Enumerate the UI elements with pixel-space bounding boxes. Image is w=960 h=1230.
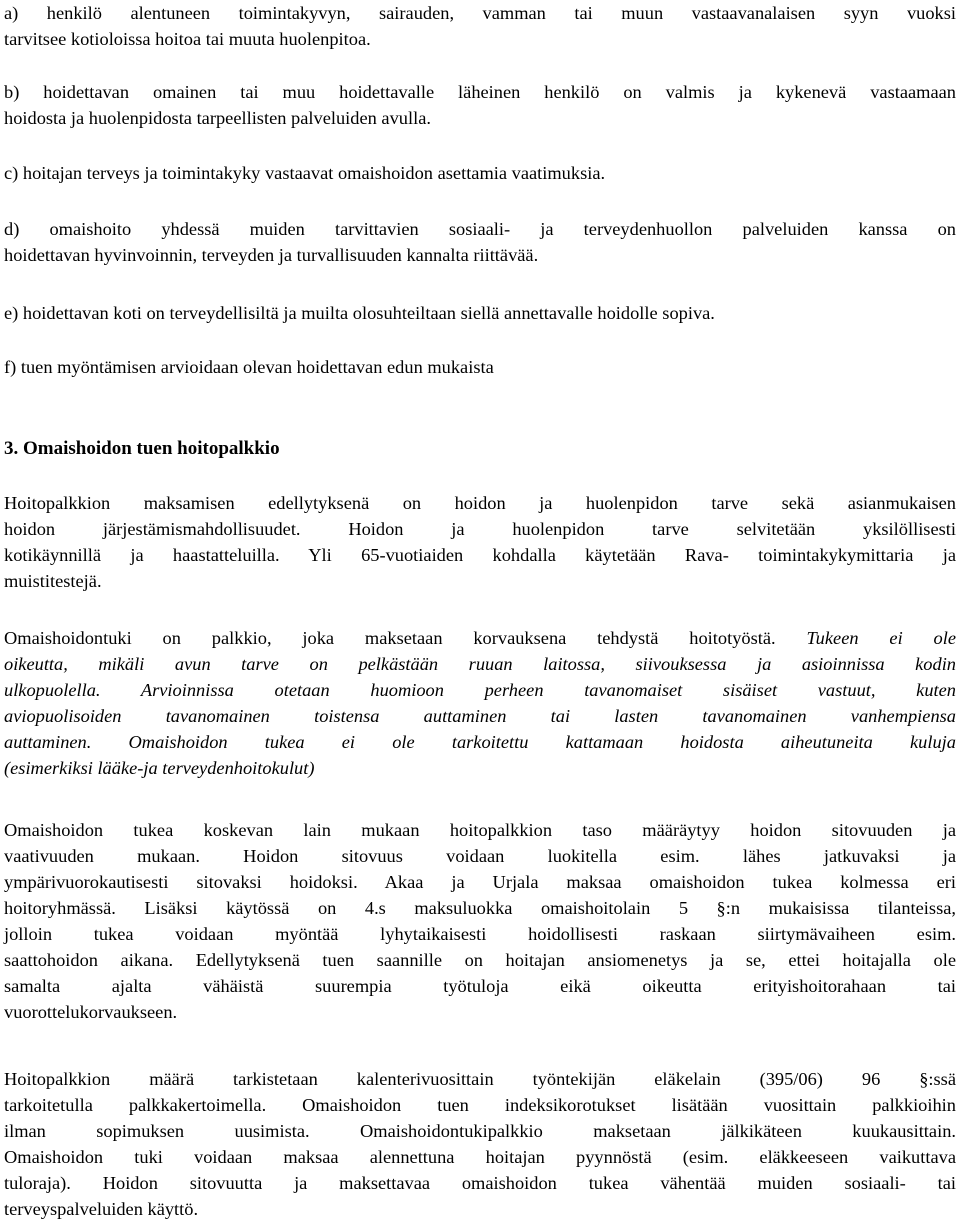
p1-line-3: kotikäynnillä ja haastatteluilla. Yli 65-vuotiaiden kohdalla käytetään Rava- toimintakykymittaria ja [4, 545, 956, 565]
paragraph-1 [4, 490, 956, 594]
criterion-a [4, 0, 956, 52]
p3-line-4: hoitoryhmässä. Lisäksi käytössä on 4.s maksuluokka omaishoitolain 5 §:n mukaisissa tilanteissa, [4, 898, 956, 918]
criterion-b-line-2: hoidosta ja huolenpidosta tarpeellisten palveluiden avulla. [4, 108, 431, 128]
p4-line-1: Hoitopalkkion määrä tarkistetaan kalenterivuosittain työntekijän eläkelain (395/06) 96 §:ssä [4, 1069, 956, 1089]
criterion-e-line-1: e) hoidettavan koti on terveydellisiltä ja muilta olosuhteiltaan siellä annettavalle hoidolle sopiva. [4, 303, 715, 323]
p3-line-1: Omaishoidon tukea koskevan lain mukaan hoitopalkkion taso määräytyy hoidon sitovuuden ja [4, 820, 956, 840]
p2-line-6: (esimerkiksi lääke-ja terveydenhoitokulut) [4, 758, 315, 778]
criterion-b-line-1: b) hoidettavan omainen tai muu hoidettavalle läheinen henkilö on valmis ja kykenevä vastaamaan [4, 82, 956, 102]
p3-line-6: saattohoidon aikana. Edellytyksenä tuen saannille on hoitajan ansiomenetys ja se, ettei hoitajalla ole [4, 950, 956, 970]
p3-line-7: samalta ajalta vähäistä suurempia työtuloja eikä oikeutta erityishoitorahaan tai [4, 976, 956, 996]
p2-line-5: auttaminen. Omaishoidon tukea ei ole tarkoitettu kattamaan hoidosta aiheutuneita kuluja [4, 732, 956, 752]
p2-plain-text: Omaishoidontuki on palkkio, joka maksetaan korvauksena tehdystä hoitotyöstä. [4, 628, 776, 648]
criterion-a-line-1: a) henkilö alentuneen toimintakyvyn, sairauden, vamman tai muun vastaavanalaisen syyn vuoksi [4, 3, 956, 23]
criterion-d-line-1: d) omaishoito yhdessä muiden tarvittavien sosiaali- ja terveydenhuollon palveluiden kanssa on [4, 219, 956, 239]
p4-line-3: ilman sopimuksen uusimista. Omaishoidontukipalkkio maksetaan jälkikäteen kuukausittain. [4, 1121, 956, 1141]
p1-line-1: Hoitopalkkion maksamisen edellytyksenä on hoidon ja huolenpidon tarve sekä asianmukaisen [4, 493, 956, 513]
p2-italic-start: Tukeen ei ole [806, 628, 956, 648]
paragraph-2 [4, 625, 956, 781]
p4-line-4: Omaishoidon tuki voidaan maksaa alennettuna hoitajan pyynnöstä (esim. eläkkeeseen vaikuttava [4, 1147, 956, 1167]
section-heading-text: 3. Omaishoidon tuen hoitopalkkio [4, 438, 280, 459]
p2-line-4: aviopuolisoiden tavanomainen toistensa auttaminen tai lasten tavanomainen vanhempiensa [4, 706, 956, 726]
criterion-b [4, 79, 956, 131]
p4-line-5: tuloraja). Hoidon sitovuutta ja maksettavaa omaishoidon tukea vähentää muiden sosiaali- tai [4, 1173, 956, 1193]
p1-line-2: hoidon järjestämismahdollisuudet. Hoidon ja huolenpidon tarve selvitetään yksilöllisesti [4, 519, 956, 539]
criterion-c-line-1: c) hoitajan terveys ja toimintakyky vastaavat omaishoidon asettamia vaatimuksia. [4, 163, 606, 183]
p3-line-8: vuorottelukorvaukseen. [4, 1002, 178, 1022]
criterion-e [4, 300, 956, 326]
p1-line-4: muistitestejä. [4, 571, 102, 591]
p2-line-3: ulkopuolella. Arvioinnissa otetaan huomioon perheen tavanomaiset sisäiset vastuut, kuten [4, 680, 956, 700]
p3-line-2: vaativuuden mukaan. Hoidon sitovuus voidaan luokitella esim. lähes jatkuvaksi ja [4, 846, 956, 866]
criterion-a-line-2: tarvitsee kotioloissa hoitoa tai muuta huolenpitoa. [4, 29, 371, 49]
criterion-d-line-2: hoidettavan hyvinvoinnin, terveyden ja turvallisuuden kannalta riittävää. [4, 245, 539, 265]
paragraph-3 [4, 817, 956, 1025]
p4-line-6: terveyspalveluiden käyttö. [4, 1199, 199, 1219]
criterion-d [4, 216, 956, 268]
p3-line-3: ympärivuorokautisesti sitovaksi hoidoksi. Akaa ja Urjala maksaa omaishoidon tukea kolmessa eri [4, 872, 956, 892]
p3-line-5: jolloin tukea voidaan myöntää lyhytaikaisesti hoidollisesti raskaan siirtymävaiheen esim. [4, 924, 956, 944]
p2-line-2: oikeutta, mikäli avun tarve on pelkästään ruuan laitossa, siivouksessa ja asioinnissa kodin [4, 654, 956, 674]
p4-line-2: tarkoitetulla palkkakertoimella. Omaishoidon tuen indeksikorotukset lisätään vuosittain palkkioihin [4, 1095, 956, 1115]
paragraph-4 [4, 1066, 956, 1222]
criterion-f [4, 354, 956, 380]
criterion-f-line-1: f) tuen myöntämisen arvioidaan olevan hoidettavan edun mukaista [4, 357, 494, 377]
criterion-c [4, 160, 956, 186]
p2-line-1 [4, 625, 956, 651]
section-heading [4, 436, 956, 462]
